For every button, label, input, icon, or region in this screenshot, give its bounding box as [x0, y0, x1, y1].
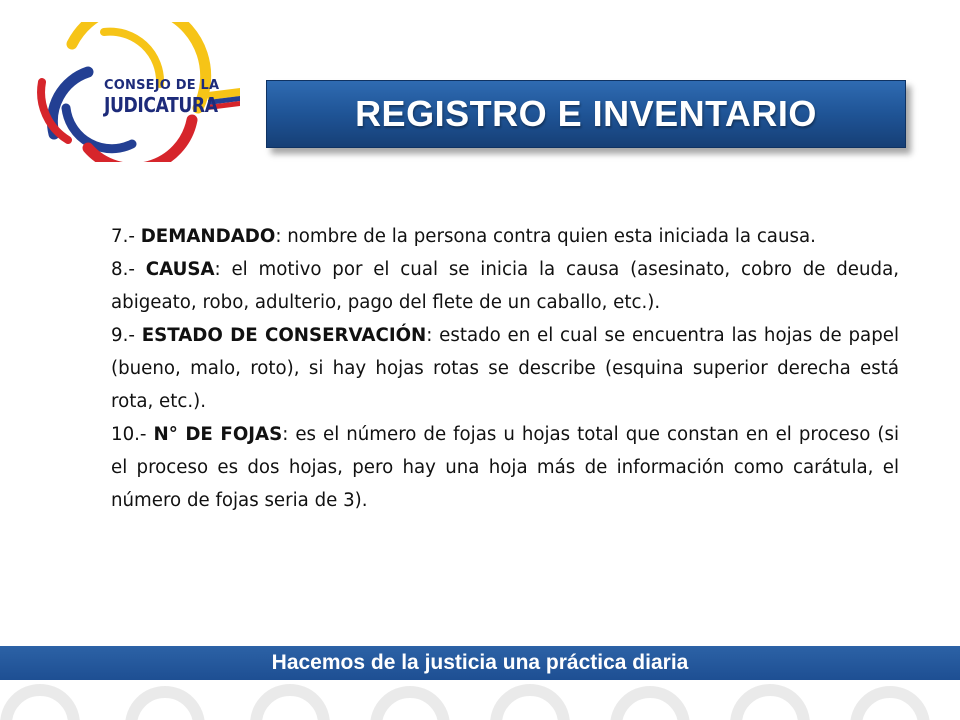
footer-banner: [0, 646, 960, 680]
list-item: [111, 253, 899, 319]
list-item: [111, 220, 899, 253]
item-term: DEMANDADO: [140, 226, 276, 247]
consejo-judicatura-logo: [28, 22, 248, 162]
title-banner: [266, 80, 906, 148]
item-text: : nombre de la persona contra quien esta iniciada la causa.: [275, 226, 816, 247]
item-term: ESTADO DE CONSERVACIÓN: [141, 325, 427, 346]
item-term: N° DE FOJAS: [153, 424, 283, 445]
list-item: [111, 319, 899, 418]
logo-line2: JUDICATURA: [104, 93, 218, 117]
item-number: 10.-: [111, 424, 154, 445]
item-number: 8.-: [111, 259, 146, 280]
page-title: REGISTRO E INVENTARIO: [355, 93, 817, 134]
footer-decoration: [0, 680, 960, 720]
item-term: CAUSA: [145, 259, 215, 280]
item-text: : el motivo por el cual se inicia la causa (asesinato, cobro de deuda, abigeato, robo, adulterio, pago del flete de un caballo, etc.).: [111, 259, 899, 313]
item-number: 9.-: [111, 325, 142, 346]
logo-line1: CONSEJO DE LA: [104, 78, 220, 93]
footer-slogan: Hacemos de la justicia una práctica diaria: [271, 651, 689, 674]
item-text: : estado en el cual se encuentra las hojas de papel (bueno, malo, roto), si hay hojas rotas se describe (esquina superior derecha está rota, etc.).: [111, 325, 899, 412]
list-item: [111, 418, 899, 517]
item-text: : es el número de fojas u hojas total que constan en el proceso (si el proceso es dos hojas, pero hay una hoja más de información como carátula, el número de fojas seria de 3).: [111, 424, 899, 511]
content-body: [111, 220, 899, 517]
item-number: 7.-: [111, 226, 141, 247]
